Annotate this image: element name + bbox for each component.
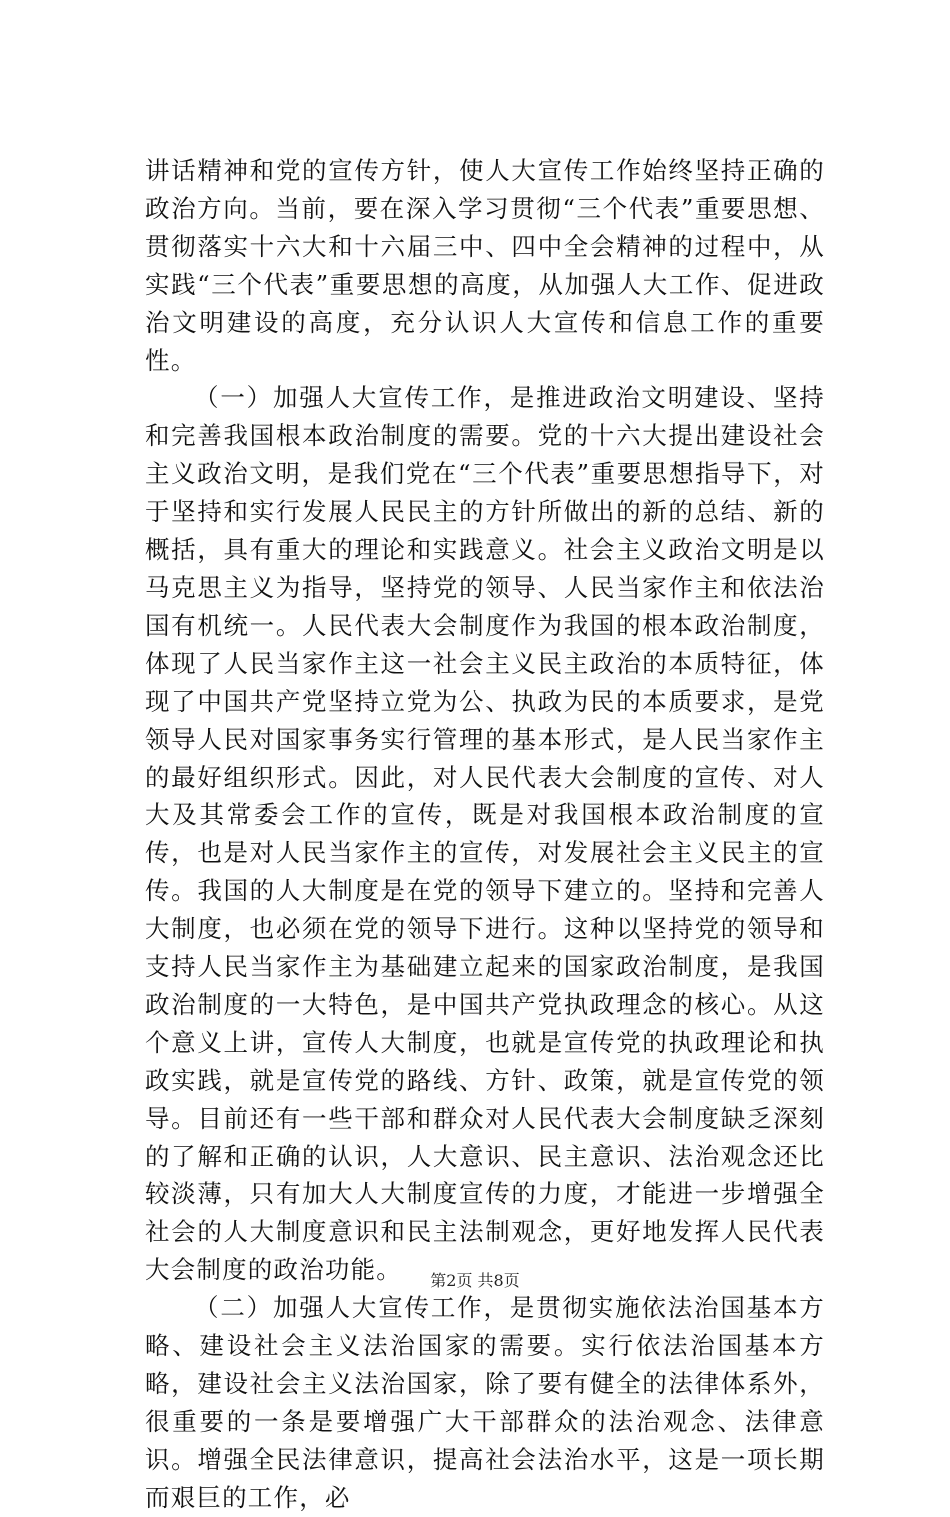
document-body — [145, 152, 825, 1517]
paragraph-section-1: （一）加强人大宣传工作，是推进政治文明建设、坚持和完善我国根本政治制度的需要。党的十六大提出建设社会主义政治文明，是我们党在“三个代表”重要思想指导下，对于坚持和实行发展人民民主的方针所做出的新的总结、新的概括，具有重大的理论和实践意义。社会主义政治文明是以马克思主义为指导，坚持党的领导、人民当家作主和依法治国有机统一。人民代表大会制度作为我国的根本政治制度，体现了人民当家作主这一社会主义民主政治的本质特征，体现了中国共产党坚持立党为公、执政为民的本质要求，是党领导人民对国家事务实行管理的基本形式，是人民当家作主的最好组织形式。因此，对人民代表大会制度的宣传、对人大及其常委会工作的宣传，既是对我国根本政治制度的宣传，也是对人民当家作主的宣传，对发展社会主义民主的宣传。我国的人大制度是在党的领导下建立的。坚持和完善人大制度，也必须在党的领导下进行。这种以坚持党的领导和支持人民当家作主为基础建立起来的国家政治制度，是我国政治制度的一大特色，是中国共产党执政理念的核心。从这个意义上讲，宣传人大制度，也就是宣传党的执政理论和执政实践，就是宣传党的路线、方针、政策，就是宣传党的领导。目前还有一些干部和群众对人民代表大会制度缺乏深刻的了解和正确的认识，人大意识、民主意识、法治观念还比较淡薄，只有加大人大制度宣传的力度，才能进一步增强全社会的人大制度意识和民主法制观念，更好地发挥人民代表大会制度的政治功能。 — [145, 383, 825, 1285]
paragraph-section-2: （二）加强人大宣传工作，是贯彻实施依法治国基本方略、建设社会主义法治国家的需要。实行依法治国基本方略，建设社会主义法治国家，除了要有健全的法律体系外，很重要的一条是要增强广大干部群众的法治观念、法律意识。增强全民法律意识，提高社会法治水平，这是一项长期而艰巨的工作，必 — [145, 1293, 825, 1512]
paragraph-intro: 讲话精神和党的宣传方针，使人大宣传工作始终坚持正确的政治方向。当前，要在深入学习贯彻“三个代表”重要思想、贯彻落实十六大和十六届三中、四中全会精神的过程中，从实践“三个代表”重要思想的高度，从加强人大工作、促进政治文明建设的高度，充分认识人大宣传和信息工作的重要性。 — [145, 156, 825, 375]
page-number-footer: 第2页 共8页 — [430, 1271, 520, 1290]
